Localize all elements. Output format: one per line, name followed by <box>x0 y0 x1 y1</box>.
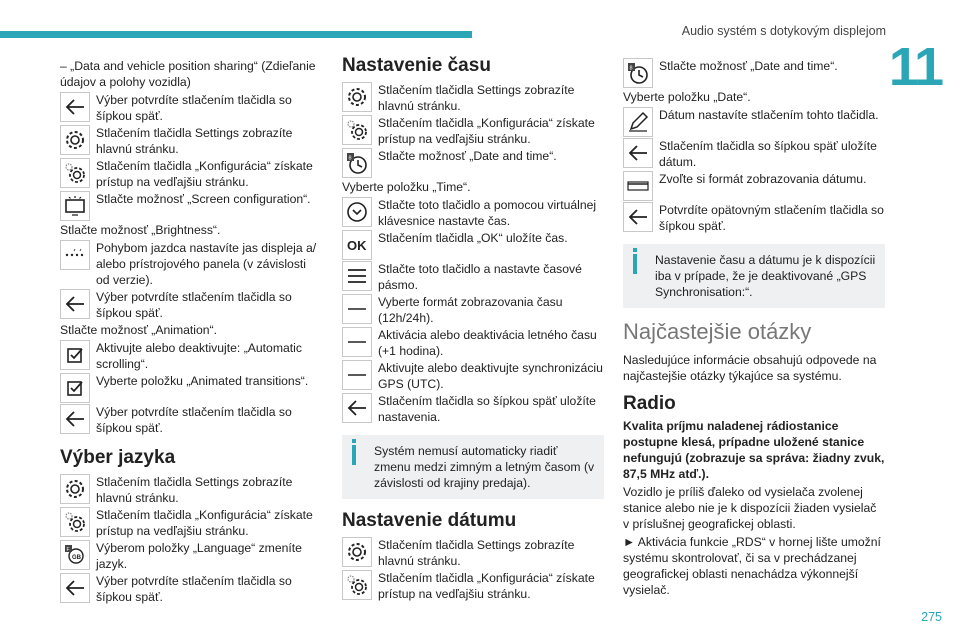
slider-icon <box>342 327 372 357</box>
brightness-icon <box>60 240 90 270</box>
instruction-row <box>342 294 604 326</box>
language-icon <box>60 540 90 570</box>
brightness-instruction: Stlačte možnosť „Brightness“. <box>60 223 221 237</box>
instruction-row <box>60 540 322 572</box>
instruction-text: Výber potvrdíte stlačením tlačidla so šípkou späť. <box>96 405 292 435</box>
instruction-text: Stlačte možnosť „Date and time“. <box>659 59 838 73</box>
section-title-faq: Najčastejšie otázky <box>623 319 812 344</box>
instruction-row <box>60 573 322 605</box>
instruction-text: Zvoľte si formát zobrazovania dátumu. <box>659 172 867 186</box>
instruction-text: Vyberte položku „Animated transitions“. <box>96 374 309 388</box>
instruction-text: Aktivujte alebo deaktivujte: „Automatic scrolling“. <box>96 341 302 371</box>
section-title-radio: Radio <box>623 393 676 414</box>
section-title-time: Nastavenie času <box>342 55 491 76</box>
instruction-text: Stlačením tlačidla so šípkou späť uložíte dátum. <box>659 139 877 169</box>
gear-icon <box>342 537 372 567</box>
back-arrow-icon <box>623 138 653 168</box>
gear-config-icon <box>342 570 372 600</box>
instruction-row <box>342 360 604 392</box>
running-header: Audio systém s dotykovým displejom <box>681 24 886 38</box>
gear-config-icon <box>60 158 90 188</box>
time-select-instruction: Vyberte položku „Time“. <box>342 180 471 194</box>
column-1 <box>60 58 322 606</box>
column-3 <box>623 58 885 600</box>
instruction-row <box>342 570 604 602</box>
instruction-row <box>342 261 604 293</box>
animation-instruction: Stlačte možnosť „Animation“. <box>60 323 217 337</box>
info-note <box>623 244 885 308</box>
instruction-row <box>60 191 322 221</box>
checkbox-icon <box>60 340 90 370</box>
section-title-date: Nastavenie dátumu <box>342 510 517 531</box>
instruction-text: Stlačením tlačidla „OK“ uložíte čas. <box>378 231 568 245</box>
instruction-text: Stlačte možnosť „Screen configuration“. <box>96 192 311 206</box>
instruction-text: Stlačením tlačidla Settings zobrazíte hlavnú stránku. <box>378 83 575 113</box>
instruction-text: Výberom položky „Language“ zmeníte jazyk. <box>96 541 302 571</box>
instruction-row <box>60 507 322 539</box>
instruction-row <box>623 171 885 201</box>
instruction-row <box>342 537 604 569</box>
instruction-text: Aktivácia alebo deaktivácia letného času (+1 hodina). <box>378 328 597 358</box>
instruction-row <box>60 474 322 506</box>
info-note-text: Nastavenie času a dátumu je k dispozícii iba v prípade, že je deaktivované „GPS Synchronisation:“. <box>655 253 876 299</box>
slider-icon <box>342 294 372 324</box>
instruction-row <box>60 404 322 436</box>
clock-icon <box>623 58 653 88</box>
instruction-row <box>342 115 604 147</box>
instruction-row <box>342 197 604 229</box>
slider-icon <box>342 360 372 390</box>
back-arrow-icon <box>60 573 90 603</box>
instruction-text: Vyberte formát zobrazovania času (12h/24h). <box>378 295 563 325</box>
instruction-row <box>342 148 604 178</box>
top-bar <box>0 0 960 40</box>
instruction-text: Stlačením tlačidla „Konfigurácia“ získate prístup na vedľajšiu stránku. <box>378 116 595 146</box>
instruction-text: Pohybom jazdca nastavíte jas displeja a/ alebo prístrojového panela (v závislosti od verzie). <box>96 241 317 287</box>
svg-text:GB: GB <box>72 555 81 561</box>
radio-tip: ► Aktivácia funkcie „RDS“ v hornej lište umožní systému skontrolovať, či sa v prechádzanej geografickej oblasti nenachádza výkonnejší vysielač. <box>623 535 881 597</box>
instruction-text: Dátum nastavíte stlačením tohto tlačidla. <box>659 108 879 122</box>
back-arrow-icon <box>60 92 90 122</box>
radio-answer: Vozidlo je príliš ďaleko od vysielača zvolenej stanice alebo nie je k dispozícii žiaden vysielač v príslušnej geografickej oblasti. <box>623 485 877 531</box>
instruction-text: Stlačením tlačidla Settings zobrazíte hlavnú stránku. <box>378 538 575 568</box>
faq-intro: Nasledujúce informácie obsahujú odpovede na najčastejšie otázky týkajúce sa systému. <box>623 353 877 383</box>
instruction-text: Stlačením tlačidla „Konfigurácia“ získate prístup na vedľajšiu stránku. <box>96 159 313 189</box>
instruction-row <box>342 230 604 260</box>
instruction-text: Stlačte toto tlačidlo a nastavte časové pásmo. <box>378 262 582 292</box>
instruction-row <box>342 82 604 114</box>
section-title-language: Výber jazyka <box>60 447 176 468</box>
instruction-row <box>60 373 322 403</box>
pencil-icon <box>623 107 653 137</box>
intro-paragraph: – „Data and vehicle position sharing“ (Zdieľanie údajov a polohy vozidla) <box>60 59 316 89</box>
instruction-row <box>342 327 604 359</box>
gear-icon <box>60 125 90 155</box>
instruction-text: Stlačte možnosť „Date and time“. <box>378 149 557 163</box>
back-arrow-icon <box>623 202 653 232</box>
date-select-instruction: Vyberte položku „Date“. <box>623 90 751 104</box>
instruction-text: Stlačením tlačidla „Konfigurácia“ získate prístup na vedľajšiu stránku. <box>96 508 313 538</box>
back-arrow-icon <box>60 289 90 319</box>
screen-icon <box>60 191 90 221</box>
instruction-row <box>60 125 322 157</box>
instruction-text: Potvrdíte opätovným stlačením tlačidla so šípkou späť. <box>659 203 884 233</box>
instruction-text: Stlačením tlačidla Settings zobrazíte hlavnú stránku. <box>96 475 293 505</box>
chapter-number: 11 <box>888 37 942 97</box>
instruction-text: Stlačením tlačidla „Konfigurácia“ získate prístup na vedľajšiu stránku. <box>378 571 595 601</box>
gear-config-icon <box>342 115 372 145</box>
instruction-row <box>623 58 885 88</box>
gear-icon <box>342 82 372 112</box>
back-arrow-icon <box>342 393 372 423</box>
instruction-row <box>60 158 322 190</box>
instruction-row <box>60 92 322 124</box>
instruction-row <box>60 340 322 372</box>
svg-text:8: 8 <box>629 65 633 72</box>
instruction-text: Výber potvrdíte stlačením tlačidla so šípkou späť. <box>96 574 292 604</box>
instruction-row <box>623 138 885 170</box>
clock-icon <box>342 148 372 178</box>
back-arrow-icon <box>60 404 90 434</box>
instruction-row <box>623 202 885 234</box>
ok-icon <box>342 230 372 260</box>
gear-icon <box>60 474 90 504</box>
instruction-row <box>60 289 322 321</box>
info-note <box>342 435 604 499</box>
format-icon <box>623 171 653 201</box>
svg-text:OK: OK <box>347 238 367 253</box>
menu-icon <box>342 261 372 291</box>
info-icon <box>352 439 356 443</box>
instruction-row <box>60 240 322 288</box>
info-icon <box>633 248 637 252</box>
instruction-text: Stlačením tlačidla so šípkou späť uložíte nastavenia. <box>378 394 596 424</box>
radio-question: Kvalita príjmu naladenej rádiostanice postupne klesá, prípadne uložené stanice nefungujú (zobrazuje sa správa: žiadny zvuk, 87,5 MHz atď.). <box>623 419 885 481</box>
instruction-row <box>342 393 604 425</box>
checkbox-icon <box>60 373 90 403</box>
gear-config-icon <box>60 507 90 537</box>
instruction-row <box>623 107 885 137</box>
column-2 <box>342 55 604 603</box>
instruction-text: Výber potvrdíte stlačením tlačidla so šípkou späť. <box>96 290 292 320</box>
svg-text:8: 8 <box>348 155 352 162</box>
instruction-text: Stlačením tlačidla Settings zobrazíte hlavnú stránku. <box>96 126 293 156</box>
instruction-text: Aktivujte alebo deaktivujte synchronizáciu GPS (UTC). <box>378 361 603 391</box>
info-note-text: Systém nemusí automaticky riadiť zmenu medzi zimným a letným časom (v závislosti od krajiny predaja). <box>374 444 595 490</box>
chevron-icon <box>342 197 372 227</box>
page-number: 275 <box>921 610 942 624</box>
instruction-text: Stlačte toto tlačidlo a pomocou virtuálnej klávesnice nastavte čas. <box>378 198 597 228</box>
svg-text:F: F <box>66 547 70 553</box>
header-rule <box>0 31 472 38</box>
instruction-text: Výber potvrdíte stlačením tlačidla so šípkou späť. <box>96 93 292 123</box>
